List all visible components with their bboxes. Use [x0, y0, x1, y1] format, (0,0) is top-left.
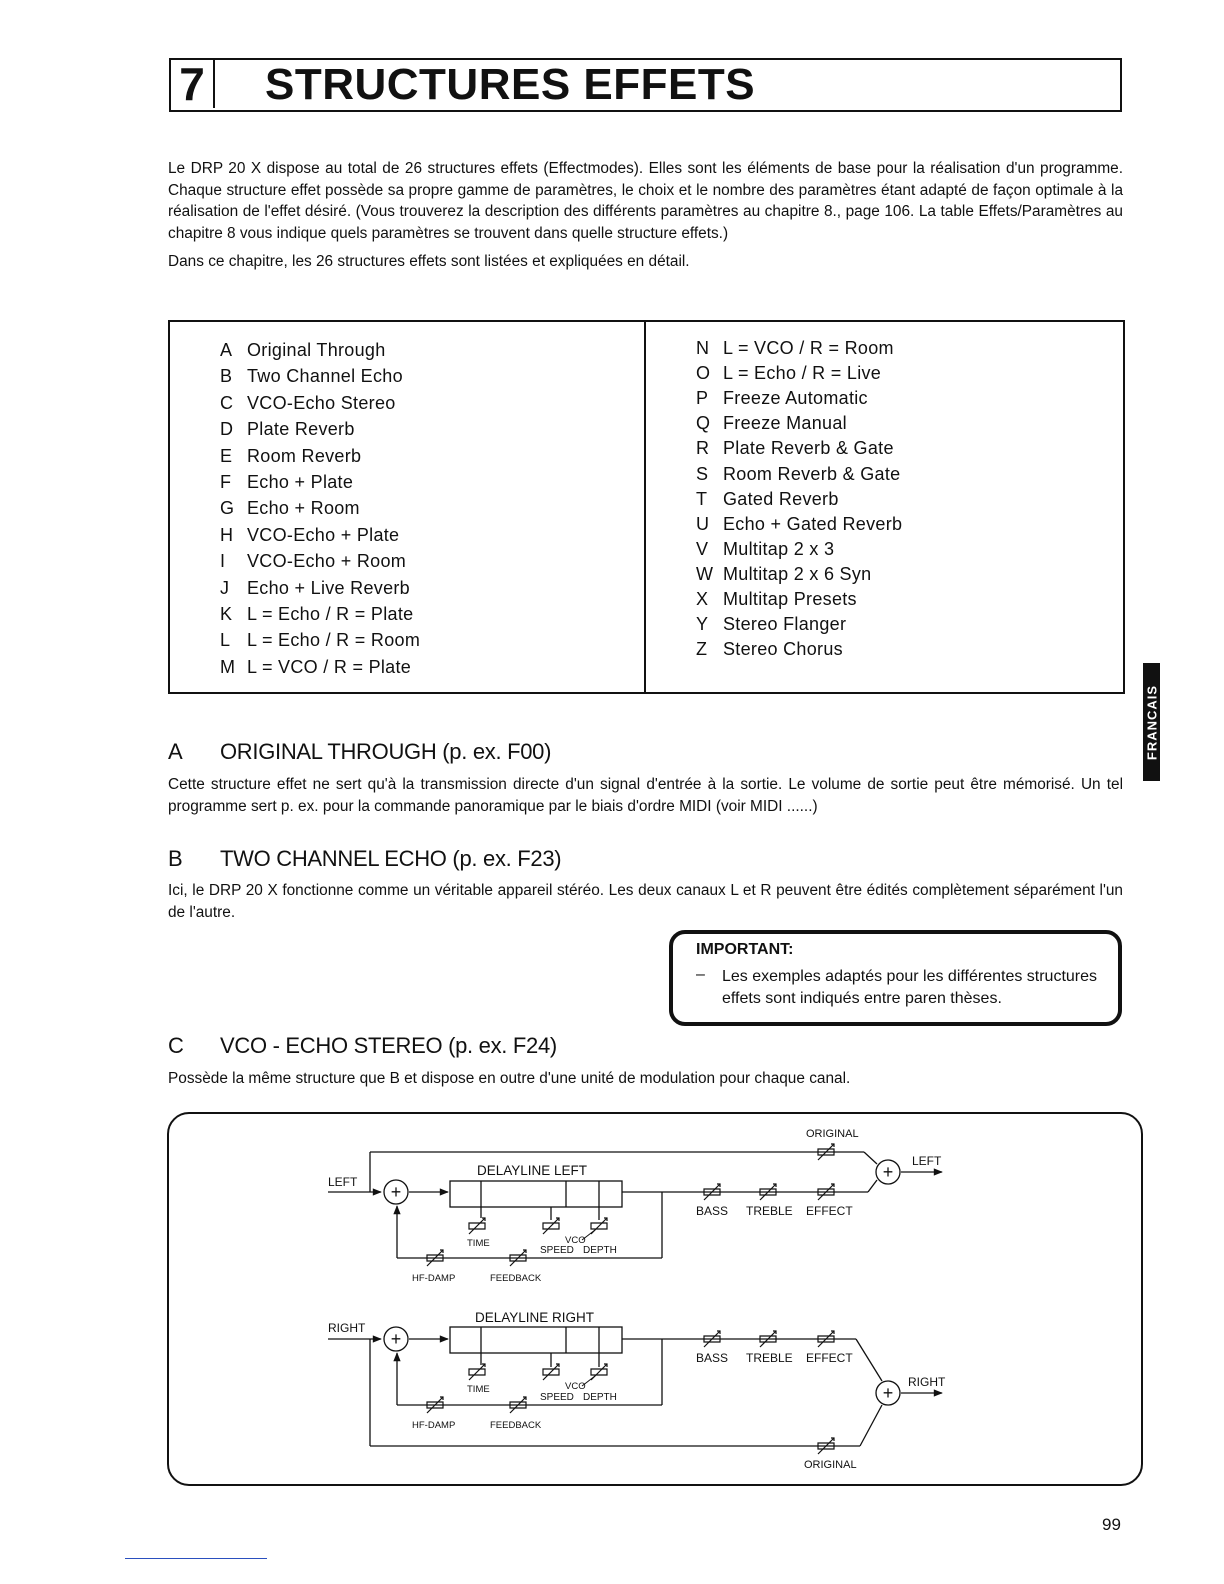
effect-mode-item [220, 550, 406, 572]
effect-mode-name: Echo + Plate [247, 472, 354, 492]
effect-mode-item [696, 613, 846, 635]
effect-mode-letter: N [696, 338, 710, 358]
effect-mode-name: Stereo Chorus [723, 639, 843, 660]
effect-mode-item [696, 588, 857, 610]
effect-mode-item [696, 337, 894, 359]
effect-mode-letter: P [696, 388, 709, 409]
time-label: TIME [467, 1238, 490, 1249]
section-text: Possède la même structure que B et dispose en outre d'une unité de modulation pour chaque canal. [168, 1070, 851, 1087]
section-heading [168, 1033, 557, 1059]
depth-label: DEPTH [583, 1392, 617, 1403]
effect-mode-item [696, 488, 839, 510]
section-text: Ici, le DRP 20 X fonctionne comme un véritable appareil stéréo. Les deux canaux L et R peuvent être édités complètement séparément l'un de l'autre. [168, 882, 1123, 921]
effect-mode-item [220, 392, 396, 414]
effect-mode-name: L = Echo / R = Live [723, 363, 882, 384]
important-text: Les exemples adaptés pour les différentes structures effets sont indiqués entre paren thèses. [722, 968, 1098, 1007]
speed-label: SPEED [540, 1392, 574, 1403]
effect-mode-item [220, 418, 355, 440]
effect-mode-letter: T [696, 488, 708, 509]
effect-mode-letter: Y [696, 614, 709, 635]
effect-mode-letter: W [696, 563, 714, 584]
input-left-label: LEFT [328, 1175, 358, 1189]
effect-mode-name: Stereo Flanger [723, 614, 847, 635]
effect-mode-item [220, 629, 420, 651]
language-tab [1143, 663, 1160, 781]
effect-mode-letter: B [220, 366, 233, 387]
effect-mode-letter: M [220, 656, 236, 677]
effect-mode-name: L = VCO / R = Plate [247, 656, 412, 677]
effect-mode-item [220, 365, 403, 387]
delayline-left-label: DELAYLINE LEFT [477, 1163, 588, 1178]
input-right-label: RIGHT [328, 1321, 366, 1335]
section-title: TWO CHANNEL ECHO (p. ex. F23) [220, 846, 562, 871]
effect-mode-item [220, 577, 410, 599]
effect-mode-letter: G [220, 498, 235, 519]
time-label: TIME [467, 1384, 490, 1395]
effect-mode-name: VCO-Echo + Plate [247, 524, 400, 545]
effect-mode-item [220, 471, 353, 493]
section-title: VCO - ECHO STEREO (p. ex. F24) [220, 1033, 557, 1058]
vco-label: VCO [565, 1235, 586, 1246]
hf-damp-label: HF-DAMP [412, 1273, 456, 1284]
effect-mode-item [696, 437, 894, 459]
output-left-label: LEFT [912, 1154, 942, 1168]
effect-mode-name: Echo + Live Reverb [247, 577, 410, 598]
output-right-label: RIGHT [908, 1375, 946, 1389]
effect-mode-name: L = Echo / R = Plate [247, 604, 414, 624]
plus-sign: + [882, 1162, 894, 1182]
effect-mode-item [220, 445, 361, 467]
treble-label: TREBLE [746, 1204, 793, 1218]
effect-mode-item [696, 362, 881, 384]
effect-mode-letter: X [696, 589, 709, 609]
effect-mode-letter: R [696, 438, 710, 459]
effect-mode-item [696, 538, 834, 560]
chapter-title: STRUCTURES EFFETS [265, 60, 756, 109]
effect-mode-item [696, 638, 843, 660]
effect-mode-name: Two Channel Echo [247, 366, 403, 387]
section-heading [168, 846, 561, 872]
effect-mode-letter: O [696, 363, 711, 384]
depth-label: DEPTH [583, 1245, 617, 1256]
effect-mode-item [696, 412, 847, 434]
intro-paragraph: Le DRP 20 X dispose au total de 26 structures effets (Effectmodes). Elles sont les éléments de base pour la réalisation d'un programme. Chaque structure effet possède sa propre gamme de paramètres, le choix et le nombre des paramètres étant adapté de façon optimale à la réalisation de l'effet désiré. (Vous trouverez la description des différents paramètres au chapitre 8., page 106. La table Effets/Paramètres au chapitre 8 vous indique quels paramètres se trouvent dans quelle structure effets.) [168, 160, 1123, 242]
effect-mode-name: Original Through [247, 340, 386, 360]
effect-mode-letter: J [220, 577, 230, 598]
language-tab-label: FRANCAIS [1144, 684, 1160, 761]
effect-mode-letter: S [696, 463, 709, 484]
intro-paragraph: Dans ce chapitre, les 26 structures effets sont listées et expliquées en détail. [168, 253, 690, 270]
effect-mode-letter: C [220, 392, 234, 413]
section-text: Cette structure effet ne sert qu'à la transmission directe d'un signal d'entrée à la sortie. Le volume de sortie peut être mémorisé. Un tel programme sert p. ex. pour la commande panoramique par le biais d'ordre MIDI (voir MIDI ......) [168, 776, 1123, 815]
feedback-label: FEEDBACK [490, 1420, 542, 1431]
effect-mode-letter: K [220, 604, 233, 624]
footer-rule [125, 1558, 267, 1559]
important-bullet: – [696, 966, 705, 983]
effect-mode-letter: Z [696, 639, 708, 660]
effect-label: EFFECT [806, 1351, 853, 1365]
section-letter: A [168, 739, 183, 764]
table-divider [644, 320, 646, 692]
important-title: IMPORTANT: [696, 941, 794, 958]
effect-mode-letter: U [696, 513, 710, 534]
chapter-number: 7 [171, 60, 215, 108]
section-letter: C [168, 1033, 184, 1058]
effect-mode-letter: I [220, 551, 226, 572]
effect-mode-letter: H [220, 524, 234, 545]
effect-mode-item [696, 513, 902, 535]
effect-mode-name: Gated Reverb [723, 488, 839, 509]
effect-mode-name: L = VCO / R = Room [723, 338, 894, 358]
feedback-label: FEEDBACK [490, 1273, 542, 1284]
treble-label: TREBLE [746, 1351, 793, 1365]
bass-label: BASS [696, 1351, 729, 1365]
effect-mode-name: Echo + Room [247, 498, 360, 519]
delayline-right-label: DELAYLINE RIGHT [475, 1310, 595, 1325]
effect-mode-name: Freeze Manual [723, 413, 847, 434]
effect-mode-name: Room Reverb [247, 445, 362, 466]
effect-mode-name: Freeze Automatic [723, 388, 868, 409]
effect-label: EFFECT [806, 1204, 853, 1218]
hf-damp-label: HF-DAMP [412, 1420, 456, 1431]
effect-mode-item [220, 603, 413, 625]
effect-mode-name: VCO-Echo Stereo [247, 392, 396, 413]
plus-sign: + [390, 1329, 402, 1349]
intro [168, 158, 1123, 273]
effect-mode-name: VCO-Echo + Room [247, 551, 407, 572]
plus-sign: + [390, 1182, 402, 1202]
vco-label: VCO [565, 1381, 586, 1392]
original-label: ORIGINAL [804, 1459, 857, 1471]
bass-label: BASS [696, 1204, 729, 1218]
effect-mode-letter: F [220, 472, 232, 492]
effect-mode-name: Plate Reverb & Gate [723, 438, 894, 459]
effect-mode-letter: A [220, 340, 233, 360]
section-letter: B [168, 846, 183, 871]
effect-mode-name: Echo + Gated Reverb [723, 513, 903, 534]
effect-mode-name: Multitap 2 x 6 Syn [723, 563, 872, 584]
original-label: ORIGINAL [806, 1128, 859, 1140]
section-heading [168, 739, 551, 765]
speed-label: SPEED [540, 1245, 574, 1256]
effect-mode-name: Multitap 2 x 3 [723, 538, 835, 559]
effect-mode-item [220, 339, 386, 361]
section-title: ORIGINAL THROUGH (p. ex. F00) [220, 739, 552, 764]
effect-mode-name: Plate Reverb [247, 419, 355, 440]
effect-mode-name: L = Echo / R = Room [247, 630, 421, 651]
effect-mode-item [696, 563, 871, 585]
effect-mode-letter: L [220, 630, 231, 651]
effect-mode-letter: Q [696, 413, 711, 434]
effect-mode-item [696, 387, 868, 409]
effect-mode-name: Room Reverb & Gate [723, 463, 901, 484]
effect-mode-item [220, 497, 360, 519]
signal-flow-diagram-frame [167, 1112, 1143, 1486]
effect-mode-item [220, 656, 411, 678]
page-number: 99 [1102, 1515, 1121, 1534]
effect-mode-item [220, 524, 399, 546]
effect-mode-name: Multitap Presets [723, 589, 857, 609]
plus-sign: + [882, 1383, 894, 1403]
effect-mode-letter: E [220, 445, 233, 466]
effect-mode-letter: V [696, 538, 709, 559]
effect-mode-letter: D [220, 419, 234, 440]
effect-mode-item [696, 463, 900, 485]
